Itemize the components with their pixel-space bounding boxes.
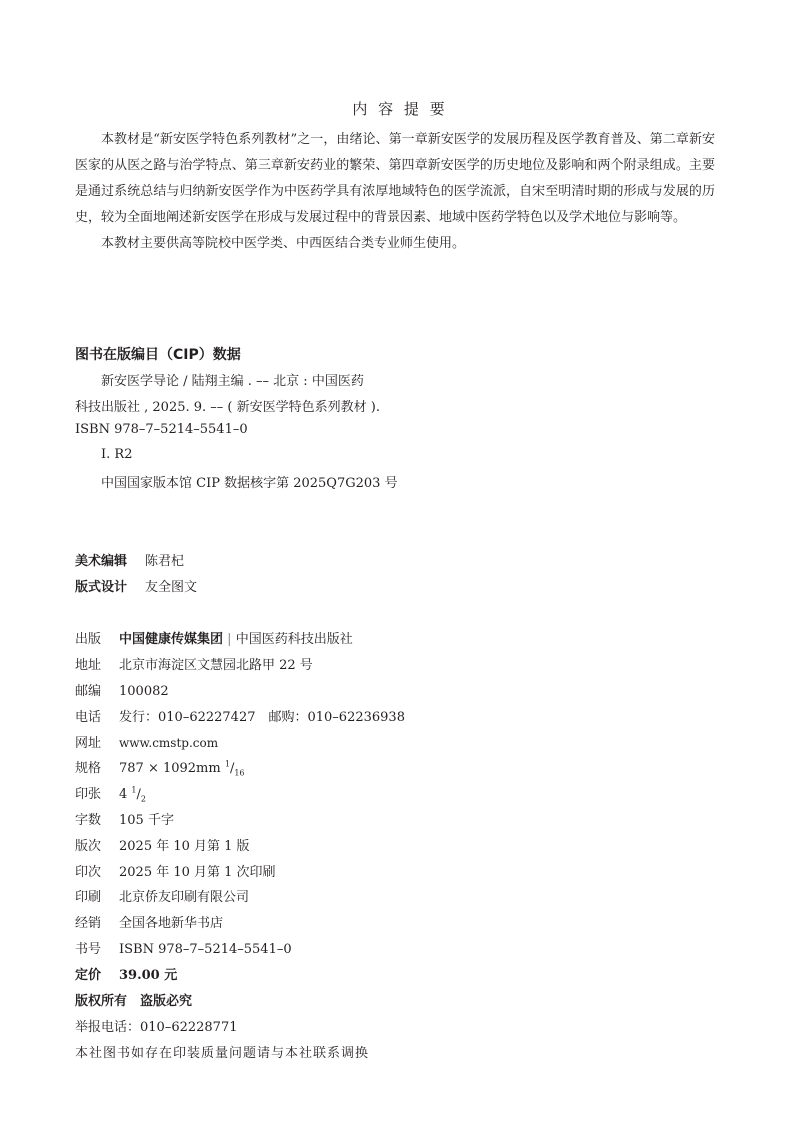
phone-row	[75, 706, 405, 725]
layout-row	[75, 576, 197, 595]
printer-value: 北京侨友印刷有限公司	[119, 890, 250, 905]
distributor-label: 经销	[75, 916, 102, 931]
printing-row	[75, 861, 276, 880]
isbn-label: 书号	[75, 942, 102, 957]
publisher-group: 中国健康传媒集团	[119, 632, 224, 647]
sheets-row: 印张 4 $^1/_2$	[75, 783, 146, 804]
report-label: 举报电话：	[75, 1020, 141, 1035]
postcode-row	[75, 680, 169, 699]
summary-paragraph-2: 本教材主要供高等院校中医学类、中西医结合类专业师生使用。	[101, 236, 466, 251]
layout-label: 版式设计	[75, 580, 128, 595]
words-label: 字数	[75, 813, 102, 828]
cip-line-2: 科技出版社 , 2025. 9. –– ( 新安医学特色系列教材 ).	[75, 400, 380, 415]
website-value: www.cmstp.com	[119, 736, 219, 750]
summary-title: 内 容 提 要	[352, 100, 448, 118]
art-editor-label: 美术编辑	[75, 554, 128, 569]
cip-heading: 图书在版编目（CIP）数据	[75, 347, 241, 363]
website-row	[75, 732, 218, 751]
cip-line-5: 中国国家版本馆 CIP 数据核字第 2025Q7G203 号	[101, 476, 398, 491]
address-label: 地址	[75, 658, 102, 673]
sheets-numerator: 1	[131, 785, 137, 795]
art-editor-value: 陈君杞	[145, 554, 185, 569]
sheets-denominator: 2	[140, 794, 146, 804]
summary-paragraph-1: 本教材是“新安医学特色系列教材”之一，由绪论、第一章新安医学的发展历程及医学教育普及、第二章新安医家的从医之路与治学特点、第三章新安药业的繁荣、第四章新安医学的历史地位及影响和两个附录组成。主要是通过系统总结与归纳新安医学作为中医药学具有浓厚地域特色的医学流派，自宋至明清时期的形成与发展的历史，较为全面地阐述新安医学在形成与发展过程中的背景因素、地域中医药学特色以及学术地位与影响等。	[75, 132, 715, 225]
postcode-label: 邮编	[75, 684, 102, 699]
isbn-value: ISBN 978–7–5214–5541–0	[119, 942, 292, 957]
printing-label: 印次	[75, 865, 102, 880]
edition-row	[75, 835, 250, 854]
format-numerator: 1	[224, 759, 230, 769]
format-denominator: 16	[234, 768, 245, 778]
edition-label: 版次	[75, 839, 102, 854]
copyright-notice: 版权所有 盗版必究	[75, 994, 193, 1009]
quality-notice: 本社图书如存在印装质量问题请与本社联系调换	[75, 1046, 370, 1061]
edition-value: 2025 年 10 月第 1 版	[119, 839, 250, 854]
printing-value: 2025 年 10 月第 1 次印刷	[119, 865, 276, 880]
isbn-row	[75, 938, 292, 957]
summary-body	[75, 127, 715, 257]
format-value: 787 × 1092mm	[119, 761, 221, 776]
publisher-separator: |	[227, 632, 232, 647]
publisher-name: 中国医药科技出版社	[235, 632, 353, 647]
layout-value: 友全图文	[145, 580, 198, 595]
format-label: 规格	[75, 761, 102, 776]
art-editor-row	[75, 550, 184, 569]
report-row	[75, 1016, 238, 1035]
sheets-whole: 4	[119, 787, 128, 802]
printer-label: 印刷	[75, 890, 102, 905]
words-value: 105 千字	[119, 813, 174, 828]
price-label: 定价	[75, 968, 102, 983]
distributor-row	[75, 912, 223, 931]
phone-label: 电话	[75, 710, 102, 725]
address-row	[75, 654, 313, 673]
address-value: 北京市海淀区文慧园北路甲 22 号	[119, 658, 313, 673]
format-row: 规格 787 × 1092mm $^1/_{16}$	[75, 757, 245, 778]
words-row	[75, 809, 174, 828]
publisher-label: 出版	[75, 632, 102, 647]
cip-line-3: ISBN 978–7–5214–5541–0	[75, 422, 248, 437]
phone-value: 发行：010–62227427 邮购：010–62236938	[119, 710, 405, 725]
publisher-row	[75, 628, 353, 647]
postcode-value: 100082	[119, 684, 169, 699]
price-row	[75, 964, 177, 983]
price-value: 39.00 元	[119, 968, 178, 983]
cip-line-4: Ⅰ. R2	[101, 447, 133, 462]
distributor-value: 全国各地新华书店	[119, 916, 224, 931]
website-label: 网址	[75, 736, 102, 751]
printer-row	[75, 886, 249, 905]
sheets-label: 印张	[75, 787, 102, 802]
report-phone: 010–62228771	[140, 1020, 238, 1035]
cip-line-1: 新安医学导论 / 陆翔主编 . –– 北京 : 中国医药	[101, 374, 364, 389]
